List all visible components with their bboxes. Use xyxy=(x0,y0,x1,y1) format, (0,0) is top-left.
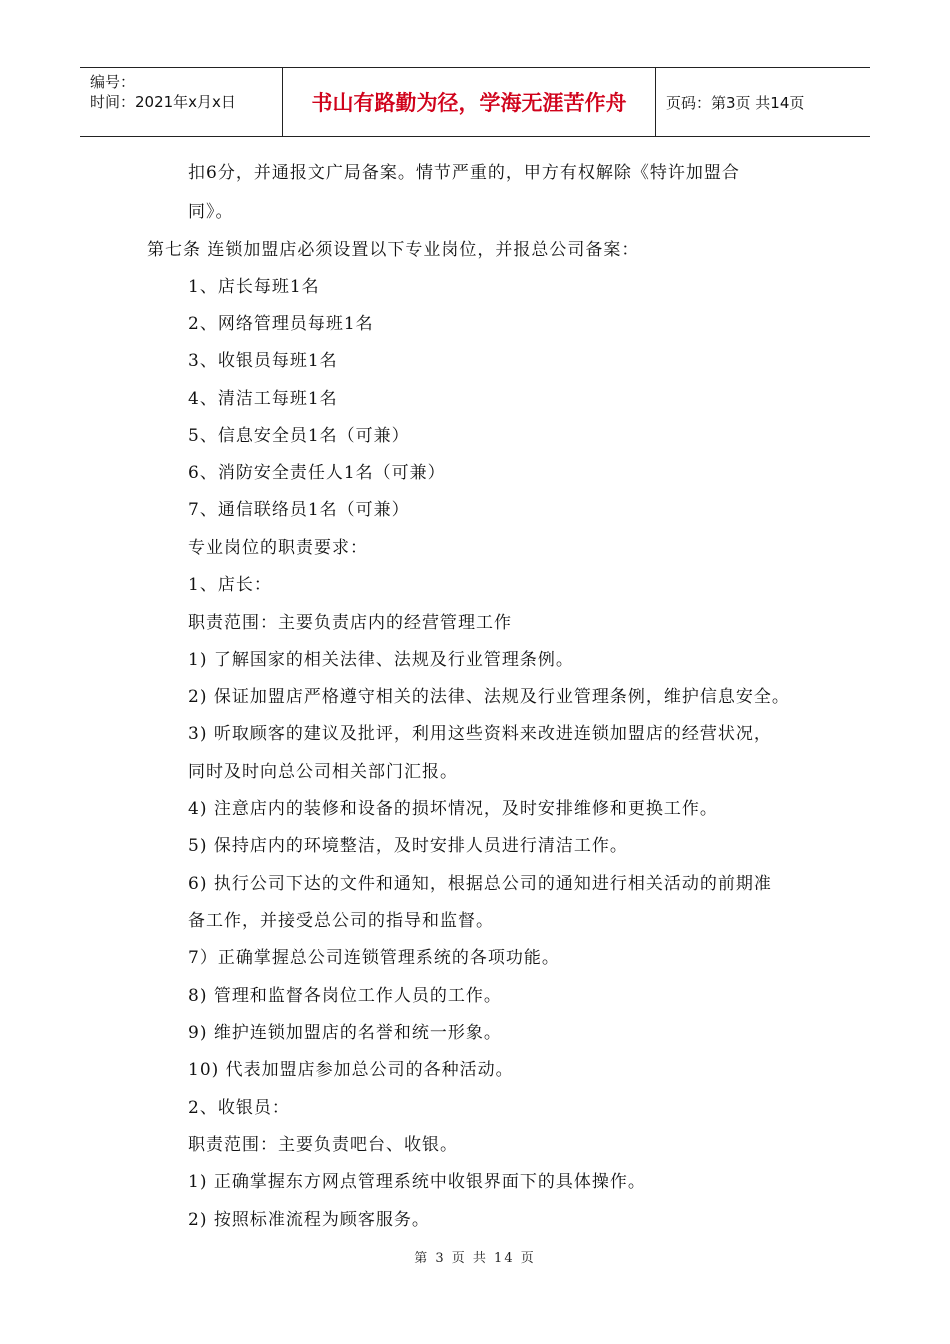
header-meta xyxy=(80,68,282,136)
header-page-info: 页码：第3页 共14页 xyxy=(666,93,805,112)
list-item: 5、信息安全员1名（可兼） xyxy=(188,426,410,446)
list-item: 4) 注意店内的装修和设备的损坏情况，及时安排维修和更换工作。 xyxy=(188,799,718,819)
list-item: 1) 了解国家的相关法律、法规及行业管理条例。 xyxy=(188,650,574,670)
list-item: 8) 管理和监督各岗位工作人员的工作。 xyxy=(188,986,502,1006)
subsection-heading: 1、店长： xyxy=(188,575,272,595)
list-item: 2、网络管理员每班1名 xyxy=(188,314,374,334)
list-item: 7、通信联络员1名（可兼） xyxy=(188,500,410,520)
list-item: 2) 保证加盟店严格遵守相关的法律、法规及行业管理条例，维护信息安全。 xyxy=(188,687,790,707)
section-heading: 专业岗位的职责要求： xyxy=(188,538,368,558)
header-motto: 书山有路勤为径，学海无涯苦作舟 xyxy=(311,91,627,115)
body-line: 职责范围：主要负责店内的经营管理工作 xyxy=(188,613,512,633)
list-item: 6、消防安全责任人1名（可兼） xyxy=(188,463,446,483)
header-motto-cell xyxy=(282,68,656,136)
list-item: 3、收银员每班1名 xyxy=(188,351,338,371)
page-footer: 第 3 页 共 14 页 xyxy=(414,1251,536,1266)
body-line: 扣6分，并通报文广局备案。情节严重的，甲方有权解除《特许加盟合 xyxy=(188,163,740,183)
body-line: 同》。 xyxy=(188,202,234,222)
body-line: 备工作，并接受总公司的指导和监督。 xyxy=(188,911,494,931)
list-item: 1、店长每班1名 xyxy=(188,277,320,297)
list-item: 10) 代表加盟店参加总公司的各种活动。 xyxy=(188,1060,514,1080)
list-item: 6) 执行公司下达的文件和通知，根据总公司的通知进行相关活动的前期准 xyxy=(188,874,772,894)
list-item: 7）正确掌握总公司连锁管理系统的各项功能。 xyxy=(188,948,560,968)
list-item: 4、清洁工每班1名 xyxy=(188,389,338,409)
document-time-label: 时间：2021年x月x日 xyxy=(90,93,236,111)
list-item: 2) 按照标准流程为顾客服务。 xyxy=(188,1210,430,1230)
article-seven-heading: 第七条 连锁加盟店必须设置以下专业岗位，并报总公司备案： xyxy=(147,240,640,260)
document-number-label: 编号： xyxy=(90,73,136,91)
list-item: 5) 保持店内的环境整洁，及时安排人员进行清洁工作。 xyxy=(188,836,628,856)
subsection-heading: 2、收银员： xyxy=(188,1098,290,1118)
page-header xyxy=(80,67,870,137)
list-item: 9) 维护连锁加盟店的名誉和统一形象。 xyxy=(188,1023,502,1043)
body-line: 同时及时向总公司相关部门汇报。 xyxy=(188,762,458,782)
list-item: 1) 正确掌握东方网点管理系统中收银界面下的具体操作。 xyxy=(188,1172,646,1192)
body-line: 职责范围：主要负责吧台、收银。 xyxy=(188,1135,458,1155)
list-item: 3) 听取顾客的建议及批评，利用这些资料来改进连锁加盟店的经营状况， xyxy=(188,724,772,744)
